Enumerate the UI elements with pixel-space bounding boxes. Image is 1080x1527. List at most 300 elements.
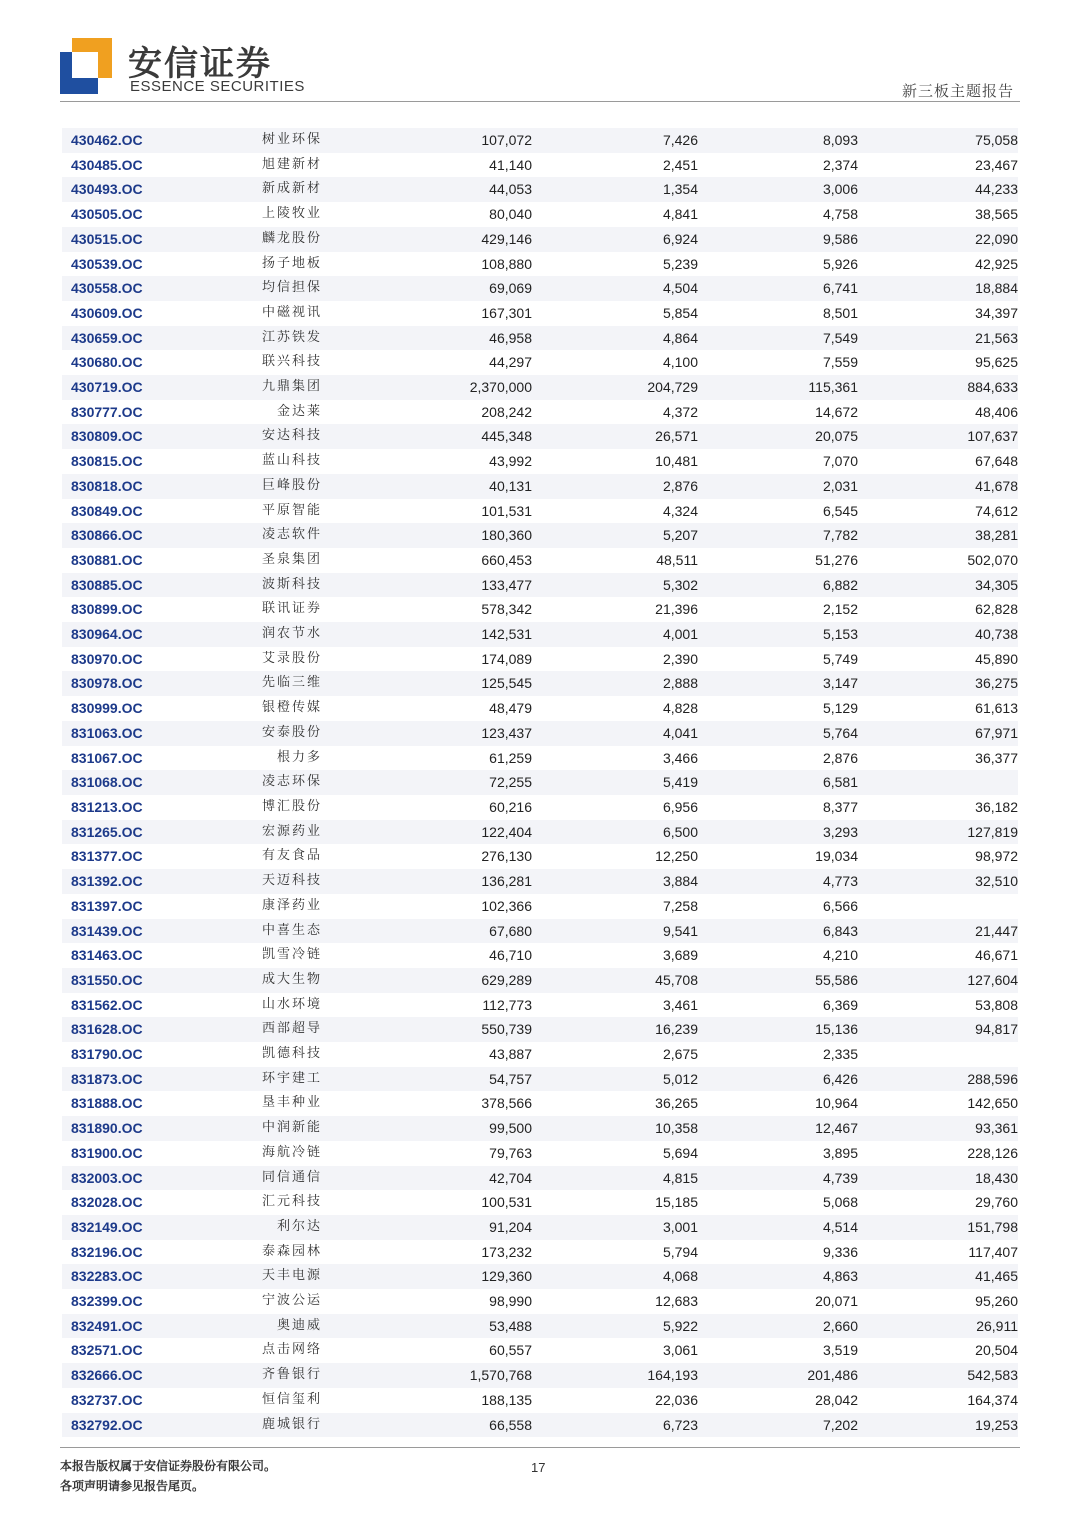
value-2-cell: 10,481 [655,453,698,470]
value-4-cell: 36,182 [975,798,1018,815]
value-2-cell: 3,461 [662,996,698,1013]
stock-code-cell: 430505.OC [71,206,143,223]
stock-code-cell: 430493.OC [62,177,191,202]
value-3-cell: 2,335 [822,1046,858,1063]
stock-code-cell: 832491.OC [62,1314,191,1339]
value-4-cell: 98,972 [975,848,1018,865]
footer-disclaimer [60,1456,276,1496]
value-1-cell: 60,557 [489,1342,532,1359]
table-row [62,1314,1018,1339]
page-number: 17 [531,1460,546,1475]
value-1-cell: 98,990 [489,1293,532,1310]
value-3-cell: 7,070 [822,453,858,470]
value-1-cell: 42,704 [322,1166,532,1191]
value-3-cell: 51,276 [815,551,858,568]
value-4-cell: 34,397 [975,304,1018,321]
essence-logo-icon [60,38,112,94]
company-name-cell: 扬子地板 [261,255,322,271]
value-3-cell: 20,071 [815,1293,858,1310]
value-2-cell: 4,504 [532,276,698,301]
value-1-cell: 122,404 [322,820,532,845]
value-1-cell: 125,545 [322,671,532,696]
table-row [62,894,1018,919]
value-3-cell: 6,545 [822,502,858,519]
stock-code-cell: 831562.OC [71,996,143,1013]
table-row [62,696,1018,721]
stock-code-cell: 832399.OC [71,1293,143,1310]
table-row [62,375,1018,400]
value-1-cell: 188,135 [481,1391,532,1408]
value-1-cell: 123,437 [322,721,532,746]
table-row [62,844,1018,869]
value-2-cell: 3,689 [662,947,698,964]
company-name-cell: 有友食品 [261,848,322,864]
stock-code-cell: 832149.OC [62,1215,191,1240]
value-2-cell: 7,258 [662,897,698,914]
brand-name-cn: 安信证券 [128,44,272,84]
value-2-cell: 204,729 [532,375,698,400]
stock-code-cell: 831265.OC [62,820,191,845]
table-row [62,1363,1018,1388]
table-row [62,128,1018,153]
stock-code-cell: 830964.OC [62,622,191,647]
company-name-cell: 凯雪冷链 [261,947,322,963]
table-row [62,202,1018,227]
table-row [62,227,1018,252]
value-1-cell: 1,570,768 [322,1363,532,1388]
value-1-cell: 91,204 [322,1215,532,1240]
stock-code-cell: 430659.OC [62,326,191,351]
value-2-cell: 4,828 [662,700,698,717]
company-name-cell: 奥迪威 [191,1314,322,1339]
value-2-cell: 12,250 [655,848,698,865]
stock-code-cell: 830885.OC [62,573,191,598]
value-3-cell: 6,843 [698,919,858,944]
value-1-cell: 44,297 [489,354,532,371]
stock-code-cell: 831377.OC [71,848,143,865]
stock-code-cell: 832737.OC [71,1391,143,1408]
value-3-cell: 2,152 [822,601,858,618]
value-4-cell: 95,625 [975,354,1018,371]
table-row [62,252,1018,277]
company-name-cell: 中磁视讯 [261,304,322,320]
company-name-cell: 根力多 [276,749,322,765]
table-row [62,400,1018,425]
company-name-cell: 鹿城银行 [191,1413,322,1438]
stock-code-cell: 830866.OC [62,523,191,548]
stock-code-cell: 831213.OC [71,798,143,815]
value-1-cell: 108,880 [481,255,532,272]
value-2-cell: 26,571 [532,424,698,449]
value-2-cell: 5,239 [662,255,698,272]
stock-code-cell: 831628.OC [62,1017,191,1042]
value-2-cell: 164,193 [532,1363,698,1388]
table-row [62,1017,1018,1042]
company-name-cell: 麟龙股份 [191,227,322,252]
value-4-cell: 46,671 [975,947,1018,964]
company-name-cell: 博汇股份 [261,798,322,814]
value-4-cell: 23,467 [975,156,1018,173]
value-4-cell: 26,911 [858,1314,1018,1339]
value-4-cell: 74,612 [975,502,1018,519]
value-2-cell: 45,708 [532,968,698,993]
value-2-cell: 4,324 [662,502,698,519]
value-3-cell: 3,895 [822,1144,858,1161]
value-4-cell: 20,504 [975,1342,1018,1359]
stock-code-cell: 831790.OC [71,1046,143,1063]
value-4-cell: 127,819 [858,820,1018,845]
value-2-cell: 16,239 [532,1017,698,1042]
value-4-cell: 67,971 [858,721,1018,746]
table-row [62,622,1018,647]
value-2-cell: 2,888 [532,671,698,696]
company-name-cell: 安泰股份 [191,721,322,746]
stock-code-cell: 832196.OC [71,1243,143,1260]
value-1-cell: 129,360 [322,1264,532,1289]
value-1-cell: 46,710 [489,947,532,964]
value-4-cell [858,770,1018,795]
stock-code-cell: 831873.OC [62,1067,191,1092]
value-2-cell: 6,723 [532,1413,698,1438]
value-1-cell: 136,281 [322,869,532,894]
value-3-cell: 4,758 [822,206,858,223]
value-2-cell: 10,358 [532,1116,698,1141]
company-name-cell: 利尔达 [191,1215,322,1240]
company-name-cell: 垦丰种业 [261,1095,322,1111]
company-name-cell: 天丰电源 [191,1264,322,1289]
table-row [62,1388,1018,1413]
value-4-cell: 94,817 [858,1017,1018,1042]
table-row [62,153,1018,178]
stock-code-cell: 830978.OC [62,671,191,696]
stock-code-cell: 832792.OC [62,1413,191,1438]
header-divider [60,101,1020,102]
value-4-cell: 21,563 [858,326,1018,351]
company-name-cell: 中喜生态 [191,919,322,944]
value-3-cell: 6,581 [698,770,858,795]
company-name-cell: 点击网络 [261,1342,322,1358]
report-type-label: 新三板主题报告 [901,82,1014,100]
table-row [62,1413,1018,1438]
stock-code-cell: 830818.OC [62,474,191,499]
value-1-cell: 102,366 [481,897,532,914]
value-2-cell: 22,036 [655,1391,698,1408]
value-2-cell: 3,884 [532,869,698,894]
value-2-cell: 4,100 [662,354,698,371]
value-2-cell: 48,511 [656,551,698,568]
value-4-cell: 22,090 [858,227,1018,252]
stock-code-cell: 831068.OC [62,770,191,795]
value-3-cell: 14,672 [815,403,858,420]
company-name-cell: 先临三维 [191,671,322,696]
value-3-cell: 28,042 [815,1391,858,1408]
company-name-cell: 凌志软件 [191,523,322,548]
company-name-cell: 润农节水 [191,622,322,647]
copyright-line-2: 各项声明请参见报告尾页。 [60,1479,205,1493]
value-3-cell: 4,739 [698,1166,858,1191]
value-3-cell: 5,129 [822,700,858,717]
company-name-cell: 环宇建工 [191,1067,322,1092]
value-3-cell: 201,486 [698,1363,858,1388]
value-3-cell: 9,336 [822,1243,858,1260]
stock-code-cell: 831067.OC [71,749,143,766]
value-2-cell: 4,815 [532,1166,698,1191]
company-name-cell: 齐鲁银行 [191,1363,322,1388]
company-name-cell: 树业环保 [191,128,322,153]
table-row [62,1215,1018,1240]
value-1-cell: 43,887 [489,1046,532,1063]
stock-code-cell: 832283.OC [62,1264,191,1289]
value-1-cell: 72,255 [322,770,532,795]
value-1-cell: 167,301 [481,304,532,321]
value-1-cell: 44,053 [322,177,532,202]
value-1-cell: 378,566 [481,1095,532,1112]
value-3-cell: 6,741 [698,276,858,301]
value-4-cell: 61,613 [975,700,1018,717]
value-1-cell: 66,558 [322,1413,532,1438]
value-3-cell: 8,501 [822,304,858,321]
company-name-cell: 成大生物 [191,968,322,993]
value-2-cell: 36,265 [655,1095,698,1112]
value-3-cell: 6,369 [822,996,858,1013]
company-name-cell: 旭建新材 [261,156,322,172]
value-2-cell: 5,207 [532,523,698,548]
value-2-cell: 4,068 [532,1264,698,1289]
value-3-cell: 3,147 [698,671,858,696]
value-2-cell: 5,694 [662,1144,698,1161]
value-3-cell: 3,006 [698,177,858,202]
value-1-cell: 173,232 [481,1243,532,1260]
value-4-cell: 127,604 [858,968,1018,993]
company-data-table [62,128,1018,1437]
value-4-cell: 41,678 [858,474,1018,499]
value-3-cell: 5,068 [822,1194,858,1211]
table-row [62,177,1018,202]
value-4-cell: 62,828 [975,601,1018,618]
company-name-cell: 泰森园林 [261,1243,322,1259]
value-4-cell: 48,406 [975,403,1018,420]
value-4-cell: 32,510 [858,869,1018,894]
stock-code-cell: 832028.OC [71,1194,143,1211]
value-4-cell: 142,650 [967,1095,1018,1112]
value-3-cell: 7,202 [698,1413,858,1438]
company-name-cell: 圣泉集团 [261,551,322,567]
value-4-cell: 67,648 [975,453,1018,470]
table-row [62,326,1018,351]
table-row [62,1338,1018,1363]
value-1-cell: 445,348 [322,424,532,449]
value-3-cell: 115,361 [698,375,858,400]
company-name-cell: 银橙传媒 [261,700,322,716]
value-4-cell: 75,058 [858,128,1018,153]
table-row [62,1190,1018,1215]
company-name-cell: 同信通信 [191,1166,322,1191]
table-row [62,424,1018,449]
table-row [62,1264,1018,1289]
value-2-cell: 5,854 [662,304,698,321]
stock-code-cell: 830899.OC [71,601,143,618]
value-3-cell: 7,549 [698,326,858,351]
value-4-cell: 42,925 [975,255,1018,272]
value-1-cell: 429,146 [322,227,532,252]
value-1-cell: 46,958 [322,326,532,351]
stock-code-cell: 830809.OC [62,424,191,449]
value-3-cell: 2,031 [698,474,858,499]
value-3-cell: 10,964 [815,1095,858,1112]
value-1-cell: 112,773 [482,996,532,1013]
company-name-cell: 联兴科技 [261,354,322,370]
table-row [62,276,1018,301]
value-1-cell: 174,089 [481,650,532,667]
table-row [62,597,1018,622]
table-row [62,474,1018,499]
value-4-cell: 53,808 [975,996,1018,1013]
value-1-cell: 2,370,000 [322,375,532,400]
value-2-cell: 4,864 [532,326,698,351]
value-4-cell: 18,884 [858,276,1018,301]
value-2-cell: 6,956 [662,798,698,815]
value-3-cell: 2,876 [822,749,858,766]
stock-code-cell: 831463.OC [71,947,143,964]
value-1-cell: 629,289 [322,968,532,993]
value-1-cell: 142,531 [322,622,532,647]
stock-code-cell: 430539.OC [71,255,143,272]
stock-code-cell: 831063.OC [62,721,191,746]
value-1-cell: 69,069 [322,276,532,301]
value-4-cell: 45,890 [975,650,1018,667]
copyright-line-1: 本报告版权属于安信证券股份有限公司。 [60,1459,277,1473]
stock-code-cell: 830970.OC [71,650,143,667]
value-3-cell: 5,153 [698,622,858,647]
company-name-cell: 山水环境 [261,996,322,1012]
value-1-cell: 550,739 [322,1017,532,1042]
table-row [62,449,1018,474]
value-2-cell: 21,396 [655,601,698,618]
table-row [62,671,1018,696]
table-body [62,128,1018,1437]
value-1-cell: 80,040 [489,206,532,223]
value-1-cell: 43,992 [489,453,532,470]
value-1-cell: 660,453 [481,551,532,568]
table-row [62,301,1018,326]
value-4-cell: 95,260 [975,1293,1018,1310]
value-1-cell: 276,130 [481,848,532,865]
stock-code-cell: 831439.OC [62,919,191,944]
company-name-cell: 宁波公运 [261,1293,322,1309]
company-name-cell: 江苏铁发 [191,326,322,351]
company-name-cell: 均信担保 [191,276,322,301]
stock-code-cell: 430485.OC [71,156,143,173]
table-row [62,1240,1018,1265]
value-3-cell: 2,660 [698,1314,858,1339]
company-name-cell: 汇元科技 [261,1194,322,1210]
value-4-cell: 228,126 [967,1144,1018,1161]
value-4-cell: 38,565 [975,206,1018,223]
value-3-cell: 4,210 [822,947,858,964]
value-2-cell: 3,061 [662,1342,698,1359]
company-name-cell: 新成新材 [191,177,322,202]
stock-code-cell: 831397.OC [71,897,143,914]
value-4-cell: 151,798 [858,1215,1018,1240]
company-name-cell: 上陵牧业 [261,206,322,222]
stock-code-cell: 830777.OC [71,403,143,420]
table-row [62,523,1018,548]
value-4-cell: 502,070 [967,551,1018,568]
stock-code-cell: 430462.OC [62,128,191,153]
value-1-cell: 61,259 [489,749,532,766]
value-3-cell: 9,586 [698,227,858,252]
value-4-cell [858,894,1018,919]
table-row [62,746,1018,771]
stock-code-cell: 830881.OC [71,551,143,568]
value-4-cell: 29,760 [975,1194,1018,1211]
stock-code-cell: 831392.OC [62,869,191,894]
stock-code-cell: 830815.OC [71,453,143,470]
value-1-cell: 107,072 [322,128,532,153]
value-2-cell: 2,675 [662,1046,698,1063]
value-2-cell: 3,001 [532,1215,698,1240]
table-row [62,499,1018,524]
value-2-cell: 3,466 [662,749,698,766]
table-row [62,721,1018,746]
table-row [62,943,1018,968]
table-row [62,1166,1018,1191]
table-row [62,919,1018,944]
table-row [62,647,1018,672]
value-3-cell: 4,773 [698,869,858,894]
value-2-cell: 5,922 [532,1314,698,1339]
stock-code-cell: 831888.OC [71,1095,143,1112]
value-2-cell: 12,683 [655,1293,698,1310]
value-3-cell: 3,293 [698,820,858,845]
company-name-cell: 九鼎集团 [191,375,322,400]
value-1-cell: 40,131 [322,474,532,499]
value-1-cell: 54,757 [322,1067,532,1092]
value-2-cell: 5,419 [532,770,698,795]
value-3-cell: 12,467 [698,1116,858,1141]
table-row [62,968,1018,993]
value-4-cell: 36,275 [858,671,1018,696]
value-3-cell: 6,882 [698,573,858,598]
value-3-cell: 6,426 [698,1067,858,1092]
value-4-cell: 40,738 [858,622,1018,647]
value-4-cell: 38,281 [858,523,1018,548]
value-3-cell: 6,566 [822,897,858,914]
value-2-cell: 7,426 [532,128,698,153]
table-row [62,573,1018,598]
table-row [62,795,1018,820]
table-row [62,350,1018,375]
company-name-cell: 金达莱 [276,403,322,419]
value-3-cell: 5,749 [822,650,858,667]
table-row [62,869,1018,894]
table-row [62,1289,1018,1314]
value-3-cell: 15,136 [698,1017,858,1042]
table-row [62,1042,1018,1067]
company-name-cell: 天迈科技 [191,869,322,894]
value-3-cell: 4,863 [698,1264,858,1289]
value-1-cell: 133,477 [322,573,532,598]
value-1-cell: 101,531 [481,502,532,519]
value-3-cell: 20,075 [698,424,858,449]
value-4-cell [858,1042,1018,1067]
table-row [62,1116,1018,1141]
value-3-cell: 19,034 [815,848,858,865]
company-name-cell: 凌志环保 [191,770,322,795]
value-4-cell: 107,637 [858,424,1018,449]
value-2-cell: 4,372 [662,403,698,420]
value-2-cell: 2,390 [662,650,698,667]
